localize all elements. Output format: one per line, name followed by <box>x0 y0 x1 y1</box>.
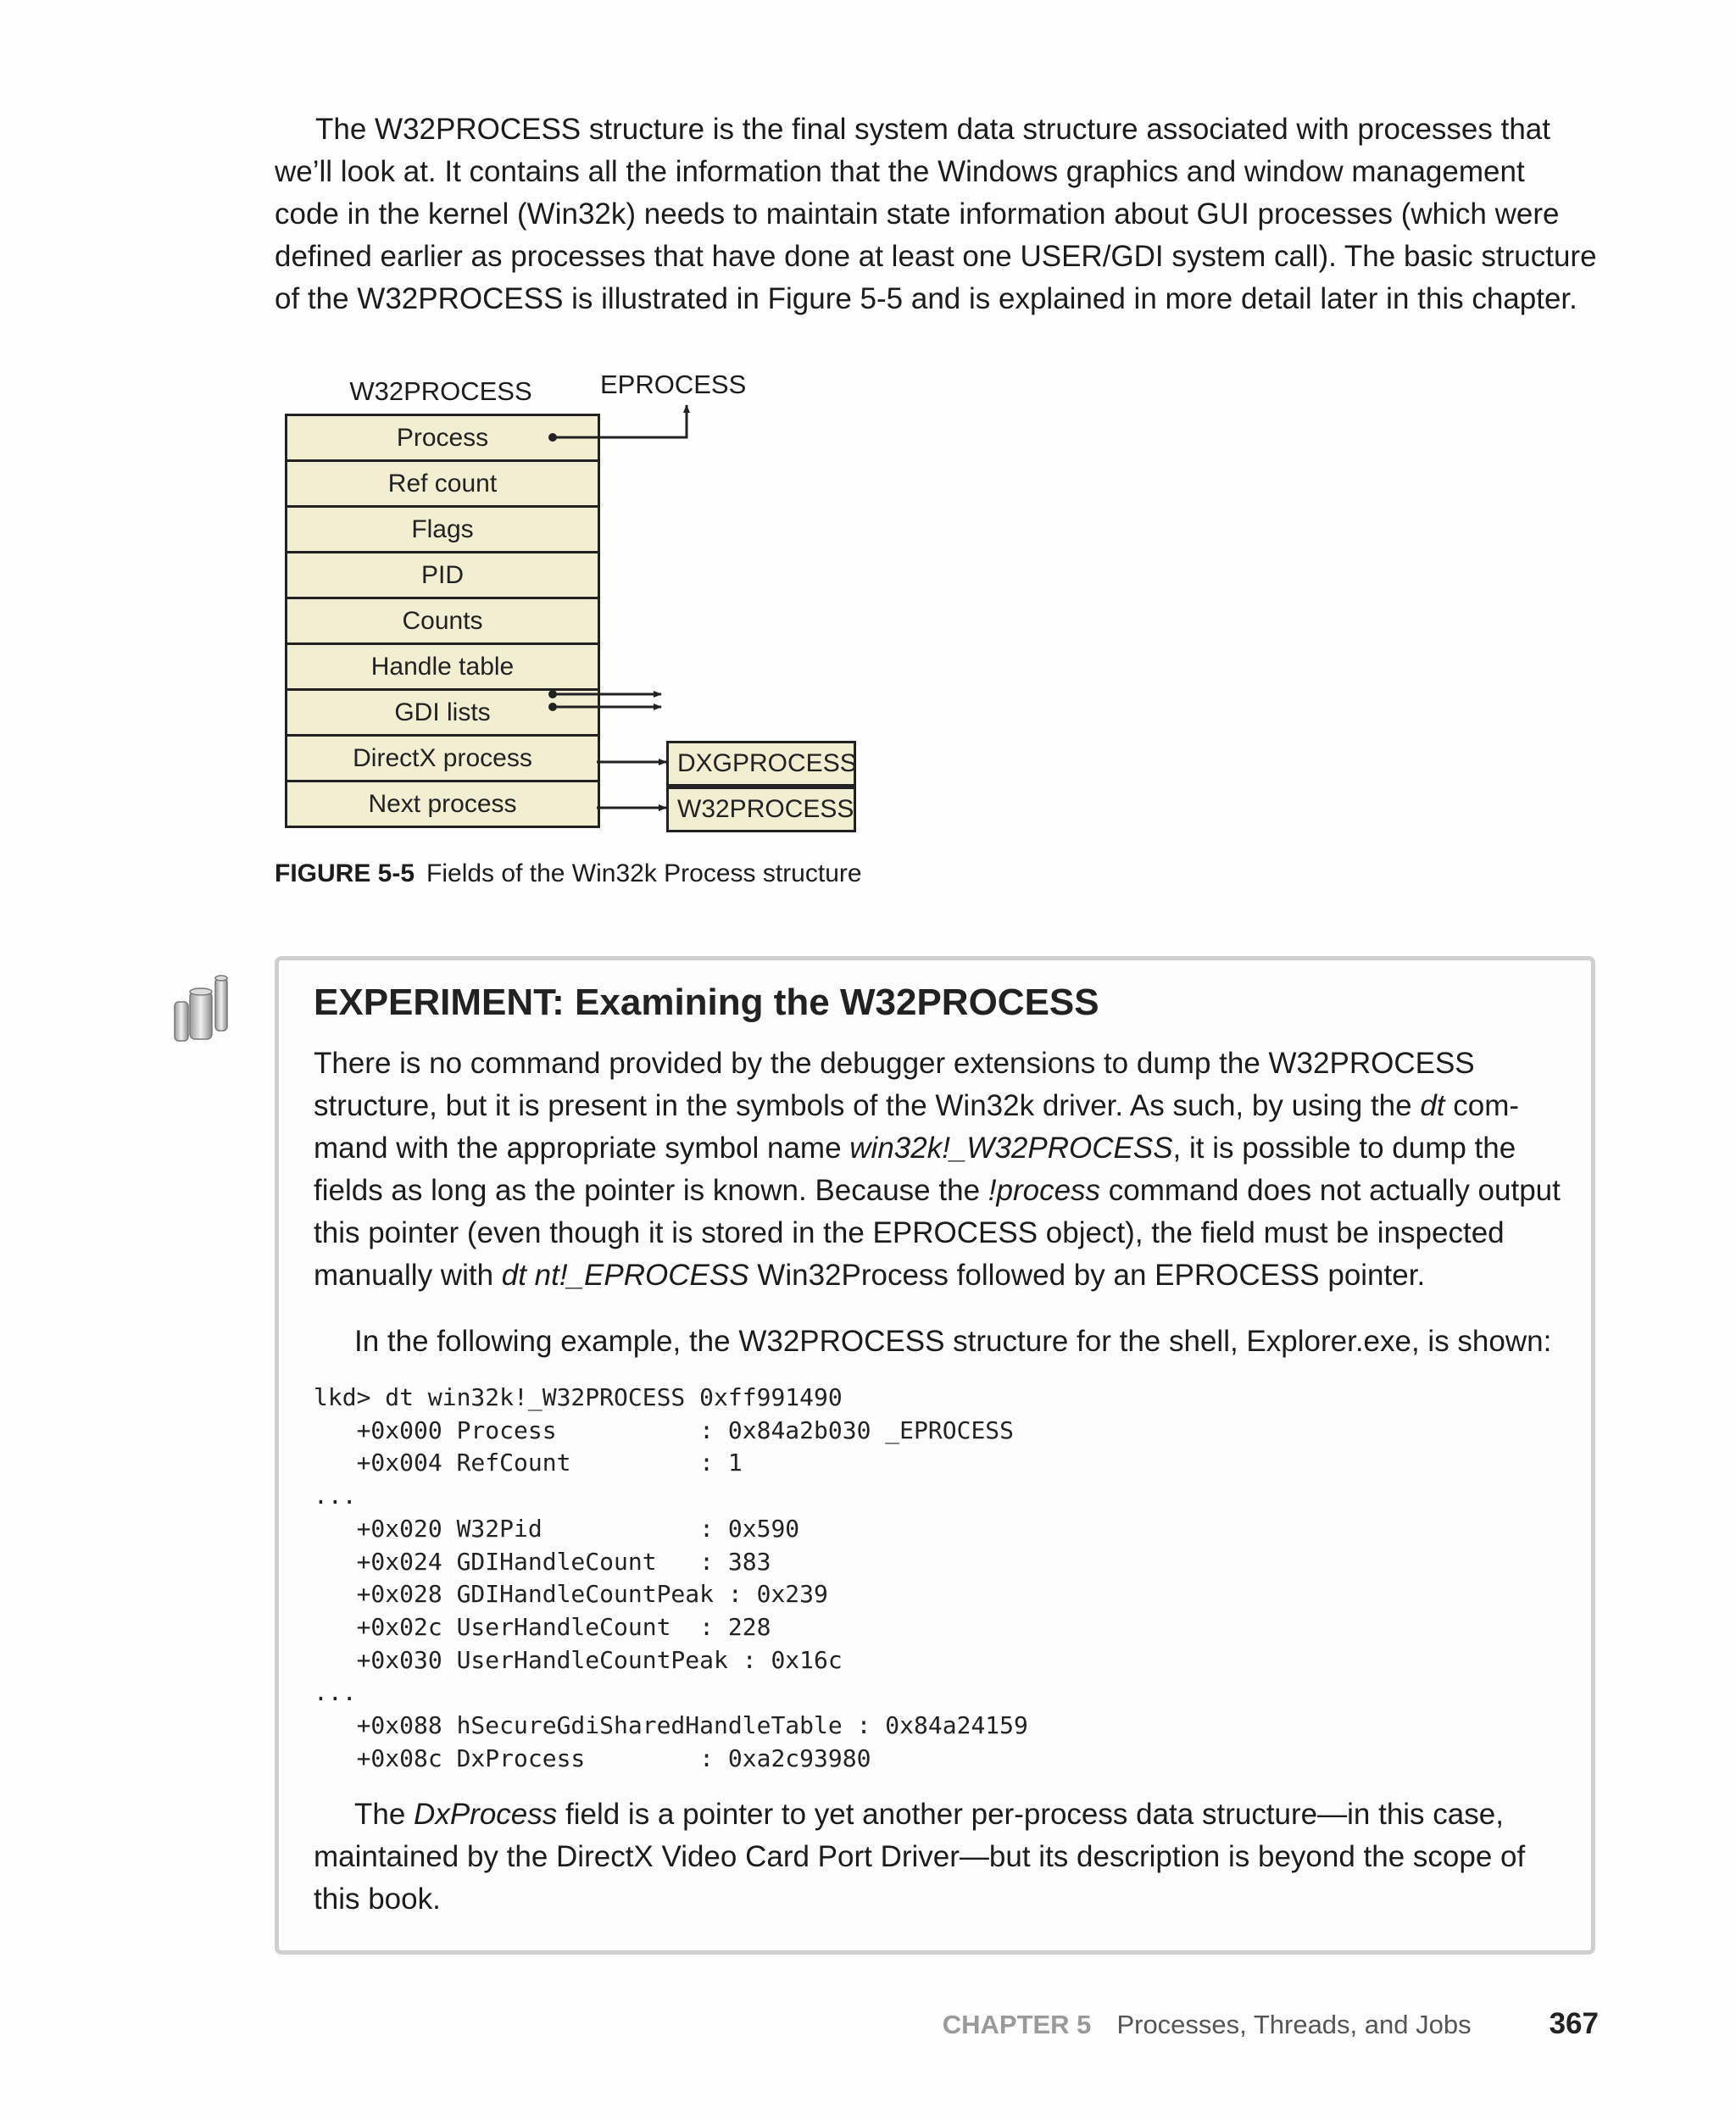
beaker-icon <box>170 973 246 1049</box>
field-directx-process: DirectX process <box>287 737 598 782</box>
experiment-paragraph-2 <box>314 1321 1568 1363</box>
next-w32process-box: W32PROCESS <box>666 787 856 832</box>
p3-text-a: The <box>354 1798 415 1831</box>
field-handle-table: Handle table <box>287 645 598 691</box>
code-line: +0x030 UserHandleCountPeak : 0x16c <box>314 1645 843 1674</box>
p1-text-e: Win32Process followed by an EPROCESS pointer. <box>748 1259 1426 1292</box>
experiment-paragraph-1 <box>314 1043 1568 1297</box>
field-gdi-lists: GDI lists <box>287 691 598 737</box>
experiment-paragraph-3 <box>314 1794 1568 1921</box>
page-footer <box>943 2007 1599 2041</box>
code-line: +0x088 hSecureGdiSharedHandleTable : 0x84a24159 <box>314 1711 1028 1740</box>
dxprocess-term: DxProcess <box>414 1798 558 1831</box>
figure-arrows <box>271 356 865 848</box>
field-process: Process <box>287 416 598 462</box>
p3-text-b: field is a pointer to yet another per-process data structure—in this case, maintained by the DirectX Video Card Port Driver—but its description is beyond the scope of this book. <box>314 1798 1526 1916</box>
code-line: ... <box>314 1482 357 1510</box>
field-ref-count: Ref count <box>287 462 598 508</box>
caption-text: Fields of the Win32k Process structure <box>426 859 862 887</box>
debugger-output <box>314 1382 1028 1775</box>
code-line: +0x020 W32Pid : 0x590 <box>314 1514 800 1543</box>
dt-eprocess-command: dt nt!_EPROCESS <box>501 1259 749 1292</box>
footer-title: Processes, Threads, and Jobs <box>1116 2010 1472 2039</box>
eprocess-arrow <box>553 405 687 437</box>
eprocess-label: EPROCESS <box>600 370 747 399</box>
dxgprocess-box: DXGPROCESS <box>666 741 856 787</box>
experiment-title: EXPERIMENT: Examining the W32PROCESS <box>314 982 1099 1023</box>
figure-caption <box>275 859 862 888</box>
field-flags: Flags <box>287 508 598 553</box>
code-line: +0x000 Process : 0x84a2b030 _EPROCESS <box>314 1415 1015 1444</box>
page-number: 367 <box>1549 2007 1599 2040</box>
dt-command: dt <box>1420 1089 1445 1122</box>
code-line: +0x08c DxProcess : 0xa2c93980 <box>314 1744 871 1772</box>
p2-text: In the following example, the W32PROCESS structure for the shell, Explorer.exe, is shown: <box>354 1325 1552 1358</box>
intro-paragraph <box>275 108 1597 320</box>
caption-number: FIGURE 5-5 <box>275 859 415 887</box>
code-line: +0x024 GDIHandleCount : 383 <box>314 1547 771 1576</box>
p1-text-b: com-mand with the appropriate symbol name <box>314 1089 1520 1165</box>
code-line: ... <box>314 1678 357 1707</box>
footer-chapter: CHAPTER 5 <box>942 2010 1092 2039</box>
field-pid: PID <box>287 553 598 599</box>
field-counts: Counts <box>287 599 598 645</box>
process-command: !process <box>988 1174 1101 1207</box>
code-line: lkd> dt win32k!_W32PROCESS 0xff991490 <box>314 1383 843 1411</box>
intro-text: The W32PROCESS structure is the final system data structure associated with processes that we’ll look at. It contains all the information that the Windows graphics and window management code in the kernel (Win32k) needs to maintain state information about GUI processes (which were defined earlier as processes that have done at least one USER/GDI system call). The basic structure of the W32PROCESS is illustrated in Figure 5-5 and is explained in more detail later in this chapter. <box>275 113 1597 315</box>
field-next-process: Next process <box>287 782 598 828</box>
figure-5-5 <box>271 356 865 848</box>
p1-text-a: There is no command provided by the debugger extensions to dump the W32PROCESS structure, but it is present in the symbols of the Win32k driver. As such, by using the <box>314 1047 1475 1122</box>
struct-label: W32PROCESS <box>349 376 532 406</box>
p1-text-c: , it is possible to dump the fields as long as the pointer is known. Because the <box>314 1132 1516 1207</box>
p1-text-d: command does not actually output this pointer (even though it is stored in the EPROCESS object), the field must be inspected manually with <box>314 1174 1561 1292</box>
symbol-name: win32k!_W32PROCESS <box>849 1132 1173 1165</box>
code-line: +0x004 RefCount : 1 <box>314 1449 743 1477</box>
code-line: +0x02c UserHandleCount : 228 <box>314 1612 771 1641</box>
code-line: +0x028 GDIHandleCountPeak : 0x239 <box>314 1580 828 1609</box>
